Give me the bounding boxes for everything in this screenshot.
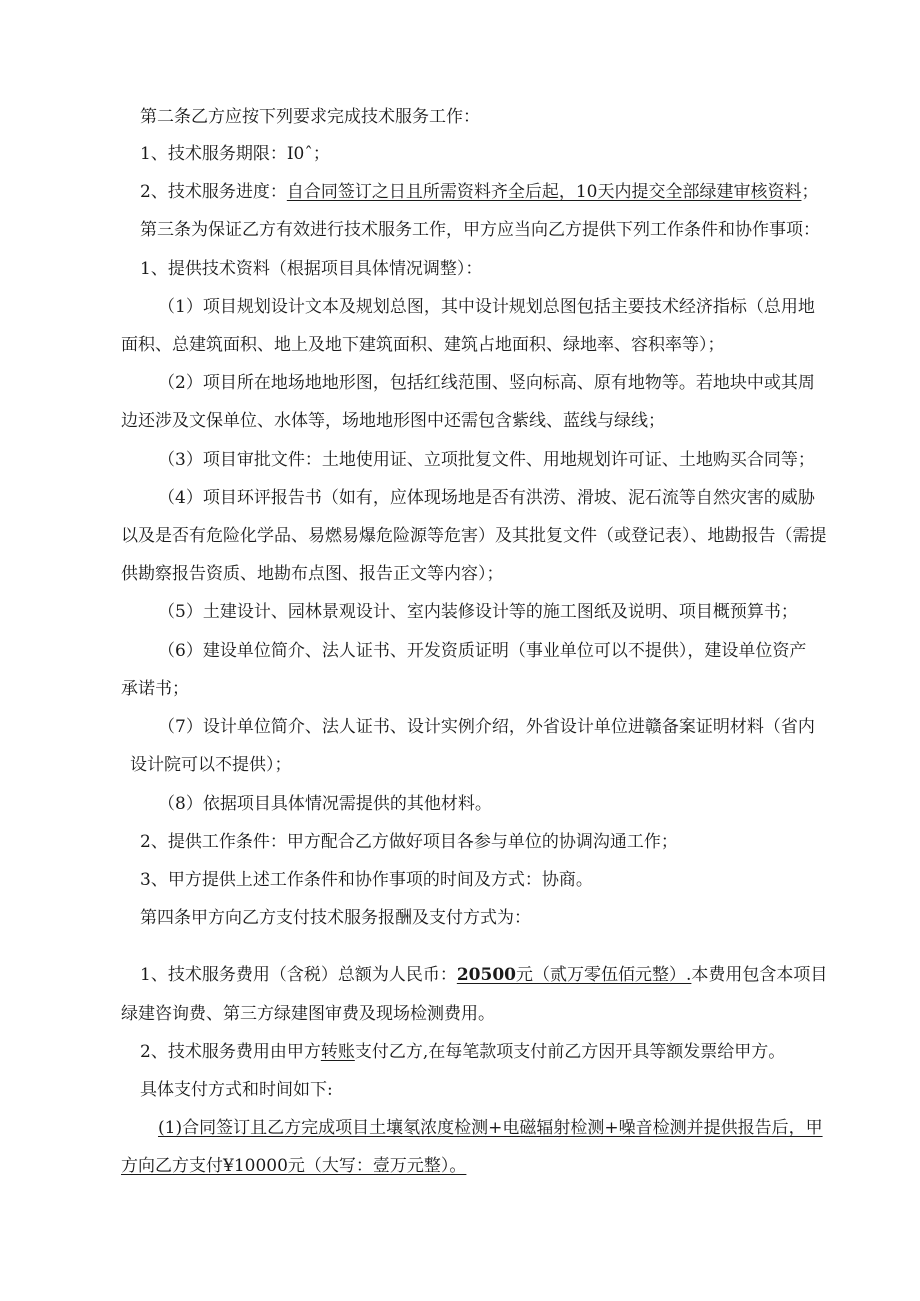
article-3-sub-5: （5）土建设计、园林景观设计、室内装修设计等的施工图纸及说明、项目概预算书； [158,602,798,622]
article-2-item-2 [140,181,818,203]
payment-1-line-2: 方向乙方支付¥10000元（大写：壹万元整）。 [121,1156,467,1176]
article-3-item-2: 2、提供工作条件：甲方配合乙方做好项目各参与单位的协调沟通工作； [140,832,678,852]
article-4-item-2-tail: 支付乙方,在每笔款项支付前乙方因开具等额发票给甲方。 [354,1042,786,1062]
article-3-sub-2-line-1: （2）项目所在地场地地形图，包括红线范围、竖向标高、原有地物等。若地块中或其周 [158,373,815,393]
article-3-item-3: 3、甲方提供上述工作条件和协作事项的时间及方式：协商。 [140,870,593,890]
fee-amount: 20500 [456,965,516,985]
article-3-sub-4-line-1: （4）项目环评报告书（如有，应体现场地是否有洪涝、滑坡、泥石流等自然灾害的威胁 [158,488,815,508]
article-3-sub-3: （3）项目审批文件：土地使用证、立项批复文件、用地规划许可证、土地购买合同等； [158,450,815,470]
article-4-item-2 [140,1041,785,1063]
article-3-sub-4-line-2: 以及是否有危险化学品、易燃易爆危险源等危害）及其批复文件（或登记表）、地勘报告（需提 [121,526,827,546]
article-3-sub-6-line-1: （6）建设单位简介、法人证书、开发资质证明（事业单位可以不提供），建设单位资产 [158,641,807,661]
article-2-item-1: 1、技术服务期限：I0ˆ； [140,144,330,164]
article-2-item-2-label: 2、技术服务进度： [140,182,287,202]
article-3-item-1: 1、提供技术资料（根据项目具体情况调整）： [140,259,483,279]
article-4-item-1-line-2: 绿建咨询费、第三方绿建图审费及现场检测费用。 [121,1004,495,1024]
payment-method: 转账 [320,1042,355,1062]
article-3-sub-1-line-2: 面积、总建筑面积、地上及地下建筑面积、建筑占地面积、绿地率、容积率等）； [121,335,725,355]
article-2-item-2-punct: ； [801,182,819,202]
article-3-sub-7-line-2: 设计院可以不提供）； [130,755,292,775]
article-3-sub-7-line-1: （7）设计单位简介、法人证书、设计实例介绍，外省设计单位进赣备案证明材料（省内 [158,717,815,737]
article-3-sub-2-line-2: 边还涉及文保单位、水体等，场地地形图中还需包含紫线、蓝线与绿线； [121,411,665,431]
article-4-item-2-label: 2、技术服务费用由甲方 [140,1042,321,1062]
article-4-item-1-label: 1、技术服务费用（含税）总额为人民币： [140,965,457,985]
article-2-item-2-schedule: 自合同签订之日且所需资料齐全后起，10天内提交全部绿建审核资料 [286,182,802,202]
article-4-heading: 第四条甲方向乙方支付技术服务报酬及支付方式为： [140,908,531,928]
payment-schedule-heading: 具体支付方式和时间如下: [140,1080,333,1100]
article-2-heading: 第二条乙方应按下列要求完成技术服务工作： [140,107,480,127]
article-3-sub-6-line-2: 承诺书； [121,679,189,699]
article-3-sub-4-line-3: 供勘察报告资质、地勘布点图、报告正文等内容）； [121,564,504,584]
article-3-heading: 第三条为保证乙方有效进行技术服务工作，甲方应当向乙方提供下列工作条件和协作事项： [140,220,820,240]
payment-1-line-1: (1)合同签订且乙方完成项目土壤氡浓度检测+电磁辐射检测+噪音检测并提供报告后，甲 [158,1118,823,1138]
article-3-sub-1-line-1: （1）项目规划设计文本及规划总图，其中设计规划总图包括主要技术经济指标（总用地 [158,297,815,317]
article-3-sub-8: （8）依据项目具体情况需提供的其他材料。 [158,794,492,814]
article-4-item-1-line-1 [140,964,827,986]
fee-amount-words: 元（贰万零伍佰元整）. [515,965,692,985]
article-4-item-1-tail: 本费用包含本项目 [691,965,828,985]
